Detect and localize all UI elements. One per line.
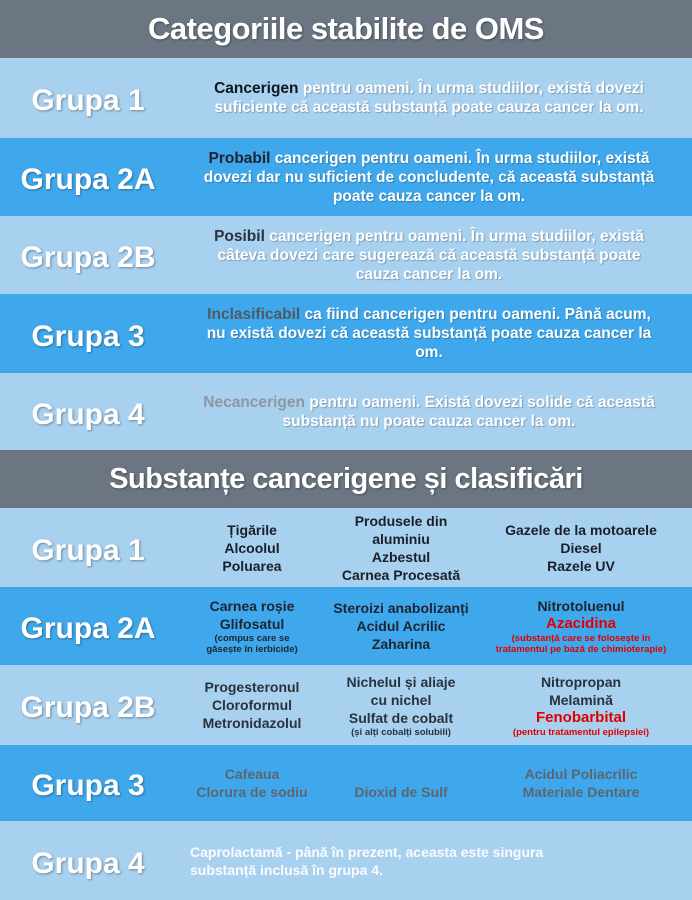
categories-header <box>0 0 692 58</box>
substance-item: Clorura de sodiu <box>196 784 308 800</box>
substance-item: Cloroformul <box>211 697 293 713</box>
category-row-grupa-2b <box>0 216 692 294</box>
substance-item: Carnea roșie <box>209 598 295 614</box>
substance-item: Acidul Poliacrilic <box>524 766 638 782</box>
substances-header <box>0 450 692 508</box>
substance-item: Țigările <box>227 521 277 538</box>
substance-note: (compus care se <box>214 633 290 644</box>
substance-column <box>328 512 474 584</box>
description-line: suficiente că această substanță poate cauza cancer la om. <box>214 99 644 116</box>
substance-item: Nitrotoluenul <box>537 598 625 614</box>
substance-item: Carnea Procesată <box>341 566 461 583</box>
category-description <box>176 138 692 216</box>
group-label: Grupa 1 <box>31 533 145 567</box>
substance-item-highlighted: Fenobarbital <box>535 708 626 726</box>
group-label: Grupa 3 <box>31 319 145 353</box>
description-line: cancerigen pentru oameni. În urma studiilor, există <box>270 149 650 167</box>
description-line: dovezi dar nu suficient de concludente, că această substanță <box>203 168 655 186</box>
substance-row-grupa-4 <box>0 821 692 900</box>
substance-item: Metronidazolul <box>202 715 302 731</box>
substance-column <box>478 521 684 575</box>
substance-column <box>328 765 474 801</box>
substance-item: Razele UV <box>547 557 615 574</box>
substance-item: Diesel <box>560 539 602 556</box>
categories-title: Categoriile stabilite de OMS <box>148 11 544 46</box>
substance-item: Gazele de la motoarele <box>505 521 657 538</box>
description-line: substanță inclusă în grupa 4. <box>190 862 383 878</box>
group-label: Grupa 3 <box>31 769 145 802</box>
description-line: câteva dovezi care sugerează că această substanță poate <box>217 246 641 264</box>
substance-item: Azbestul <box>371 548 431 565</box>
substance-column <box>478 765 684 801</box>
substance-row-grupa-3 <box>0 745 692 821</box>
substance-column <box>328 673 474 738</box>
substance-column <box>176 597 328 655</box>
substance-note: tratamentul pe bază de chimioterapie) <box>495 644 667 655</box>
category-keyword: Cancerigen <box>214 80 299 97</box>
substance-item: Sulfat de cobalt <box>348 709 454 726</box>
category-row-grupa-4 <box>0 373 692 450</box>
substance-column <box>478 673 684 738</box>
substance-column <box>176 765 328 801</box>
substance-item: Steroizi anabolizanți <box>333 600 469 616</box>
group-label: Grupa 2B <box>20 691 156 724</box>
category-row-grupa-3 <box>0 294 692 373</box>
substance-item: cu nichel <box>370 691 432 708</box>
substance-item-highlighted: Azacidina <box>545 615 617 632</box>
substance-column <box>176 521 328 575</box>
description-line: pentru oameni. În urma studiilor, există dovezi <box>298 80 644 97</box>
group-label: Grupa 2B <box>20 241 156 274</box>
description-line: pentru oameni. Există dovezi solide că această <box>304 393 655 411</box>
description-line: om. <box>415 344 443 361</box>
description-line: Caprolactamă - până în prezent, aceasta este singura <box>190 844 544 860</box>
substance-item: Nichelul și aliaje <box>346 673 456 690</box>
substance-note: găsește în ierbicide) <box>206 644 298 655</box>
substance-column <box>478 597 684 655</box>
group-label: Grupa 4 <box>31 397 145 431</box>
category-row-grupa-2a <box>0 138 692 216</box>
substance-row-grupa-2b <box>0 665 692 745</box>
substance-column <box>328 599 474 653</box>
substance-column <box>176 678 328 732</box>
substance-item: Alcoolul <box>224 539 280 556</box>
substance-item: Poluarea <box>222 557 282 574</box>
substance-item: Zaharina <box>371 636 431 652</box>
description-line: ca fiind cancerigen pentru oameni. Până acum, <box>300 306 651 323</box>
group-label: Grupa 2A <box>20 612 156 645</box>
substance-item: Cafeaua <box>224 766 280 782</box>
description-line: cauza cancer la om. <box>355 265 503 283</box>
category-keyword: Inclasificabil <box>207 306 301 323</box>
category-keyword: Probabil <box>208 149 271 167</box>
substance-row-grupa-2a <box>0 587 692 665</box>
substance-item: Glifosatul <box>219 616 285 632</box>
category-keyword: Posibil <box>214 227 265 245</box>
substances-title: Substanțe cancerigene și clasificări <box>109 462 583 495</box>
substance-item: Melamină <box>549 691 613 708</box>
category-description <box>176 216 692 294</box>
group-label: Grupa 2A <box>20 163 156 196</box>
description-line: cancerigen pentru oameni. În urma studiilor, există <box>264 227 644 245</box>
substance-item: Nitropropan <box>540 673 622 690</box>
category-description <box>176 373 692 450</box>
category-row-grupa-1 <box>0 58 692 138</box>
group-label: Grupa 4 <box>31 847 145 880</box>
substance-row-grupa-1 <box>0 508 692 587</box>
substance-note: (și alți cobalți solubili) <box>351 726 451 738</box>
substance-item: Acidul Acrilic <box>356 618 446 634</box>
substance-note: (pentru tratamentul epilepsiei) <box>512 726 650 738</box>
substance-item: Produsele din aluminiu <box>354 512 448 547</box>
category-keyword: Necancerigen <box>203 393 305 411</box>
substance-item: Materiale Dentare <box>522 784 640 800</box>
group-label: Grupa 1 <box>31 84 145 117</box>
substance-description <box>176 821 692 900</box>
category-description <box>176 58 692 138</box>
substance-item: Progesteronul <box>204 679 300 695</box>
description-line: nu există dovezi că această substanță poate cauza cancer la <box>206 325 652 342</box>
description-line: poate cauza cancer la om. <box>332 187 526 205</box>
substance-note: (substanță care se folosește în <box>511 633 651 644</box>
description-line: substanță nu poate cauza cancer la om. <box>282 412 576 430</box>
substance-item: Dioxid de Sulf <box>354 784 448 800</box>
category-description <box>176 294 692 373</box>
